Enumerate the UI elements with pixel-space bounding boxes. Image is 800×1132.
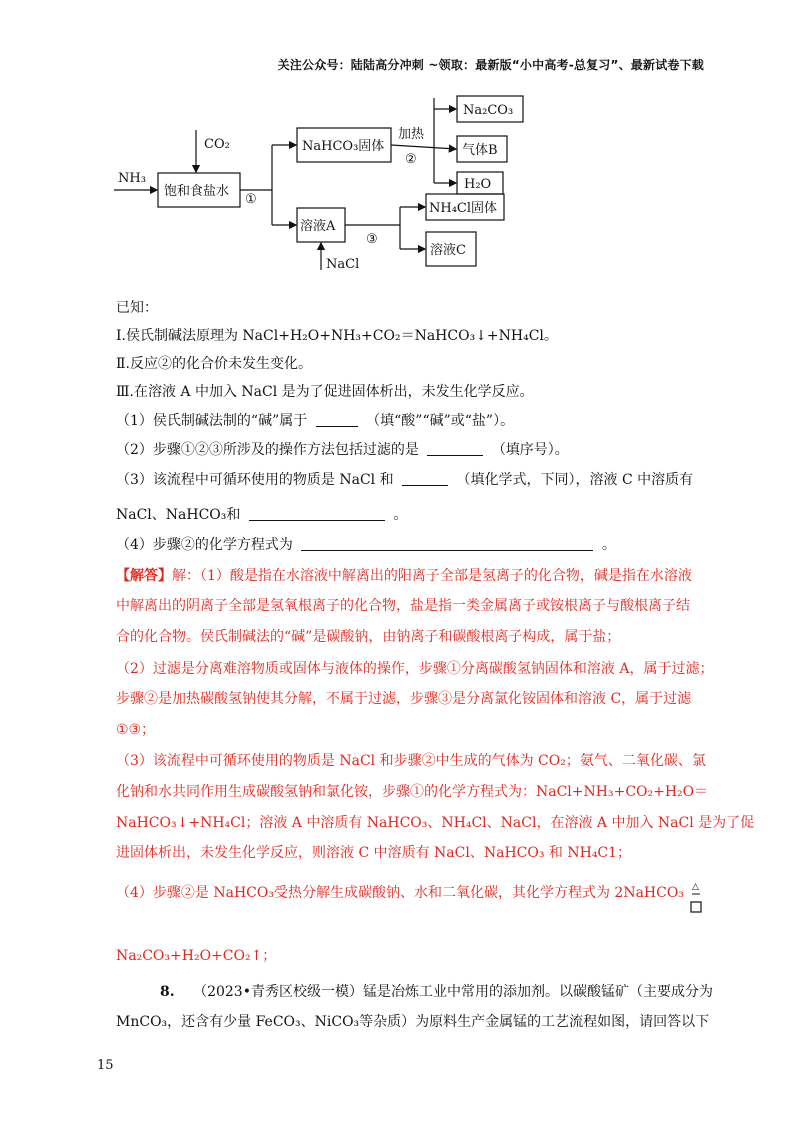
- delta-symbol: △: [692, 882, 699, 892]
- step3-label: ③: [366, 232, 378, 247]
- na2co3-label: Na₂CO₃: [463, 103, 514, 118]
- saline-label: 饱和食盐水: [164, 184, 230, 199]
- flow-diagram: [112, 90, 542, 290]
- q8-number: 8.: [160, 984, 175, 1000]
- q4-end: 。: [601, 537, 616, 553]
- q2-blank[interactable]: [427, 441, 483, 456]
- answer-line-8: 化钠和水共同作用生成碳酸氢钠和氯化铵，步骤①的化学方程式为：NaCl+NH₃+CO₂+H₂O＝: [116, 784, 709, 800]
- q3-text: （3）该流程中可循环使用的物质是 NaCl 和: [116, 472, 394, 488]
- gas-b-label: 气体B: [462, 143, 498, 158]
- q2-text: （2）步骤①②③所涉及的操作方法包括过滤的是: [116, 442, 419, 458]
- q4-blank[interactable]: [301, 536, 593, 551]
- q3-end: 。: [393, 507, 408, 523]
- answer-line-10: 进固体析出，未发生化学反应，则溶液 C 中溶质有 NaCl、NaHCO₃ 和 NH₄C1；: [116, 845, 632, 861]
- known-iii: Ⅲ.在溶液 A 中加入 NaCl 是为了促进固体析出，未发生化学反应。: [116, 384, 534, 400]
- question-1: [116, 411, 514, 431]
- answer-line-11: （4）步骤②是 NaHCO₃受热分解生成碳酸钠、水和二氧化碳，其化学方程式为 2NaHCO₃: [116, 885, 684, 901]
- answer-line-1: [116, 566, 692, 586]
- question-8-line-1: [160, 982, 713, 1002]
- answer-line-12: Na₂CO₃+H₂O+CO₂↑；: [116, 948, 277, 964]
- answer-line-7: （3）该流程中可循环使用的物质是 NaCl 和步骤②中生成的气体为 CO₂；氨气、二氧化碳、氯: [116, 753, 706, 769]
- solution-a-label: 溶液A: [300, 219, 336, 234]
- q8-text-1: （2023•青秀区校级一模）锰是冶炼工业中常用的添加剂。以碳酸锰矿（主要成分为: [193, 984, 713, 1000]
- answer-line-2: 中解离出的阴离子全部是氢氧根离子的化合物，盐是指一类金属离子或铵根离子与酸根离子结: [116, 598, 690, 614]
- answer-line-6: ①③；: [116, 722, 156, 738]
- answer-line-5: 步骤②是加热碳酸氢钠使其分解，不属于过滤，步骤③是分离氯化铵固体和溶液 C，属于过滤: [116, 691, 692, 707]
- q3-hint: （填化学式，下同），溶液 C 中溶质有: [456, 472, 694, 488]
- answer-line-4: （2）过滤是分离难溶物质或固体与液体的操作，步骤①分离碳酸氢钠固体和溶液 A，属于过滤；: [116, 661, 714, 677]
- q3-blank-1[interactable]: [402, 471, 448, 486]
- heating-equals-mark: [689, 880, 703, 920]
- step1-label: ①: [245, 192, 257, 207]
- question-4: [116, 535, 616, 555]
- answer-tag: 【解答】: [116, 568, 172, 584]
- q3-blank-2[interactable]: [249, 506, 385, 521]
- page-number: 15: [97, 1058, 114, 1073]
- known-i: Ⅰ.侯氏制碱法原理为 NaCl+H₂O+NH₃+CO₂＝NaHCO₃↓+NH₄Cl。: [116, 328, 558, 344]
- q1-hint: （填“酸”“碱”或“盐”）。: [366, 413, 515, 429]
- q1-text: （1）侯氏制碱法制的“碱”属于: [116, 413, 308, 429]
- answer-line-9: NaHCO₃↓+NH₄Cl；溶液 A 中溶质有 NaHCO₃、NH₄Cl、NaCl，在溶液 A 中加入 NaCl 是为了促: [116, 815, 755, 831]
- h2o-label: H₂O: [464, 177, 492, 192]
- question-8-line-2: MnCO₃，还含有少量 FeCO₃、NiCO₃等杂质）为原料生产金属锰的工艺流程如图，请回答以下: [116, 1014, 710, 1030]
- known-ii: Ⅱ.反应②的化合价未发生变化。: [116, 356, 312, 372]
- nh4cl-label: NH₄Cl固体: [429, 201, 498, 216]
- co2-label: CO₂: [204, 137, 230, 152]
- page-header: 关注公众号：陆陆高分冲刺 ~领取：最新版“小中高考-总复习”、最新试卷下载: [277, 58, 704, 72]
- step2-label: ②: [405, 152, 417, 167]
- nacl-label: NaCl: [326, 257, 360, 272]
- nh3-label: NH₃: [118, 171, 146, 186]
- q3-text-2: NaCl、NaHCO₃和: [116, 507, 241, 523]
- question-2: [116, 440, 569, 460]
- answer-line-3: 合的化合物。侯氏制碱法的“碱”是碳酸钠，由钠离子和碳酸根离子构成，属于盐；: [116, 629, 621, 645]
- q4-text: （4）步骤②的化学方程式为: [116, 537, 293, 553]
- heat-label: 加热: [398, 127, 425, 142]
- answer-text-1: 解：（1）酸是指在水溶液中解离出的阳离子全部是氢离子的化合物，碱是指在水溶液: [172, 568, 692, 584]
- known-title: 已知：: [116, 300, 158, 316]
- question-3-cont: [116, 505, 407, 525]
- nahco3-label: NaHCO₃固体: [302, 139, 385, 154]
- q2-hint: （填序号）。: [491, 442, 569, 458]
- solution-c-label: 溶液C: [430, 243, 466, 258]
- question-3: [116, 470, 693, 490]
- q1-blank[interactable]: [316, 412, 358, 427]
